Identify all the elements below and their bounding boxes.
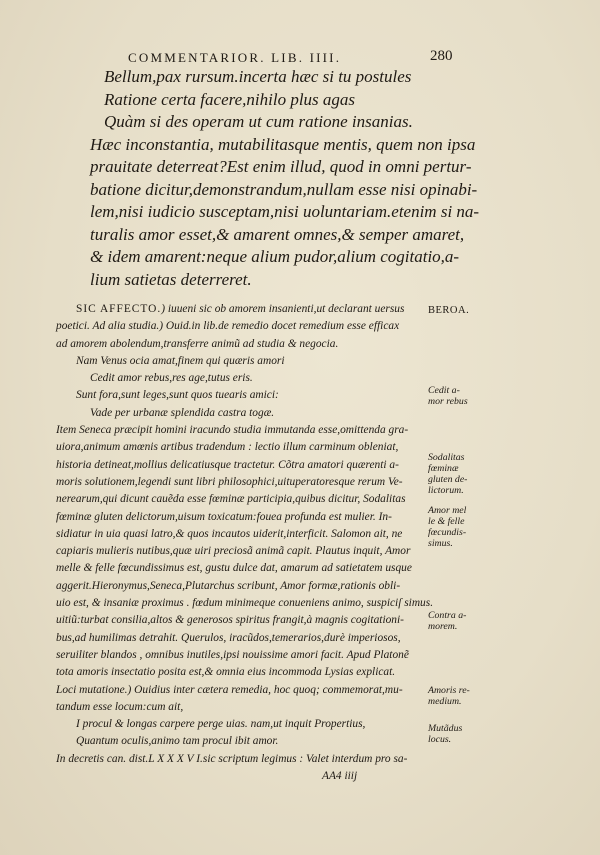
margin-note: Cedit a- mor rebus: [428, 385, 468, 407]
running-head: COMMENTARIOR. LIB. IIII.: [128, 50, 342, 65]
verse-passage: [60, 66, 480, 291]
commentary-line: tandum esse locum:cum ait,: [56, 700, 184, 713]
commentary-lemma: SIC AFFECTO.: [76, 303, 162, 315]
commentary-line: I procul & longas carpere perge uias. nam,ut inquit Propertius,: [76, 718, 366, 731]
commentary-line: In decretis can. dist.L X X X V I.sic scriptum legimus : Valet interdum pro sa-: [56, 752, 408, 765]
margin-note: BEROA.: [428, 305, 470, 316]
commentary-line: Item Seneca præcipit homini iracundo studia immutanda esse,omittenda gra-: [56, 424, 409, 437]
margin-note: Contra a- morem.: [428, 610, 467, 632]
verse-line: lium satietas deterreret.: [90, 269, 252, 289]
commentary-line: Vade per urbanæ splendida castra togæ.: [90, 406, 275, 419]
commentary-line: Nam Venus ocia amat,finem qui quæris amori: [76, 354, 285, 367]
commentary-line: poetici. Ad alia studia.) Ouid.in lib.de remedio docet remedium esse efficax: [56, 320, 400, 333]
margin-note: Mutãdus locus.: [428, 723, 463, 745]
commentary-line: melle & felle fœcundissimus est, gustu dulce dat, amarum ad satietatem usque: [56, 562, 412, 575]
commentary-line: fœminæ gluten delictorum,uisum toxicatum:fouea profunda est mulier. In-: [56, 510, 392, 523]
commentary-line: uiora,animum amœnis artibus tradendum : lectio illum carminum obleniat,: [56, 441, 399, 454]
commentary-line: uitiũ:turbat consilia,altos & generosos spiritus frangit,à magnis cogitationi-: [56, 614, 404, 627]
verse-line: prauitate deterreat?Est enim illud, quod in omni pertur-: [90, 157, 472, 176]
verse-line: & idem amarent:neque alium pudor,alium cogitatio,a-: [90, 247, 460, 266]
commentary-line: aggerit.Hieronymus,Seneca,Plutarchus scribunt, Amor formæ,rationis obli-: [56, 579, 401, 592]
page-number: 280: [430, 48, 453, 64]
commentary-line: tota amoris insectatio posita est,& omnia eius incommoda Lysias explicat.: [56, 666, 396, 679]
commentary-line: seruiliter blandos , omnibus inutiles,ipsi nouissime amori facit. Apud Platonẽ: [56, 648, 409, 661]
verse-line: Ratione certa facere,nihilo plus agas: [104, 89, 356, 109]
commentary-line: nerearum,qui dicunt cauẽda esse fœminæ participia,quibus dicitur, Sodalitas: [56, 493, 406, 506]
commentary-passage: [56, 301, 476, 785]
margin-note: Amoris re- medium.: [428, 685, 470, 707]
commentary-line: Quantum oculis,animo tam procul ibit amor.: [76, 735, 279, 748]
margin-note: Amor mel le & felle fœcundis- simus.: [428, 505, 467, 549]
verse-line: lem,nisi iudicio susceptam,nisi uoluntariam.etenim si na-: [90, 202, 480, 221]
commentary-line: moris solutionem,legendi sunt libri philosophici,uituperatoresque rerum Ve-: [56, 475, 403, 488]
commentary-line: Cedit amor rebus,res age,tutus eris.: [90, 372, 253, 385]
commentary-line: ad amorem abolendum,transferre animũ ad studia & negocia.: [56, 337, 339, 350]
signature-mark: AA4 iiij: [322, 770, 358, 783]
commentary-line: sidiatur in uia quasi latro,& quos incautos uiderit,interficit. Salomon ait, ne: [56, 527, 403, 540]
commentary-line: SIC AFFECTO.) iuueni sic ob amorem insanienti,ut declarant uersus: [76, 303, 405, 315]
commentary-line: historia detineat,mollius delicatiusque tractetur. Cõtra amatori quærenti a-: [56, 458, 399, 471]
verse-line: Bellum,pax rursum.incerta hæc si tu postules: [104, 67, 412, 86]
commentary-line: Loci mutatione.) Ouidius inter cætera remedia, hoc quoq; commemorat,mu-: [56, 683, 403, 696]
verse-line: Quàm si des operam ut cum ratione insanias.: [104, 112, 413, 131]
commentary-line: bus,ad humilimas detrahit. Querulos, iracũdos,temerarios,durè imperiosos,: [56, 631, 401, 644]
commentary-line: capiaris mulieris nutibus,quæ uiri preciosã animã capit. Plautus inquit, Amor: [56, 545, 411, 558]
commentary-line: Sunt fora,sunt leges,sunt quos tuearis amici:: [76, 389, 279, 402]
margin-note: Sodalitas fœminæ gluten de- lictorum.: [428, 452, 468, 496]
verse-line: Hæc inconstantia, mutabilitasque mentis, quem non ipsa: [90, 134, 476, 154]
commentary-line: uio est, & insaniæ proximus . fœdum minimeque conueniens animo, suspiciſ simus.: [56, 597, 434, 610]
verse-line: turalis amor esset,& amarent omnes,& semper amaret,: [90, 224, 465, 244]
verse-line: batione dicitur,demonstrandum,nullam esse nisi opinabi-: [90, 179, 478, 199]
